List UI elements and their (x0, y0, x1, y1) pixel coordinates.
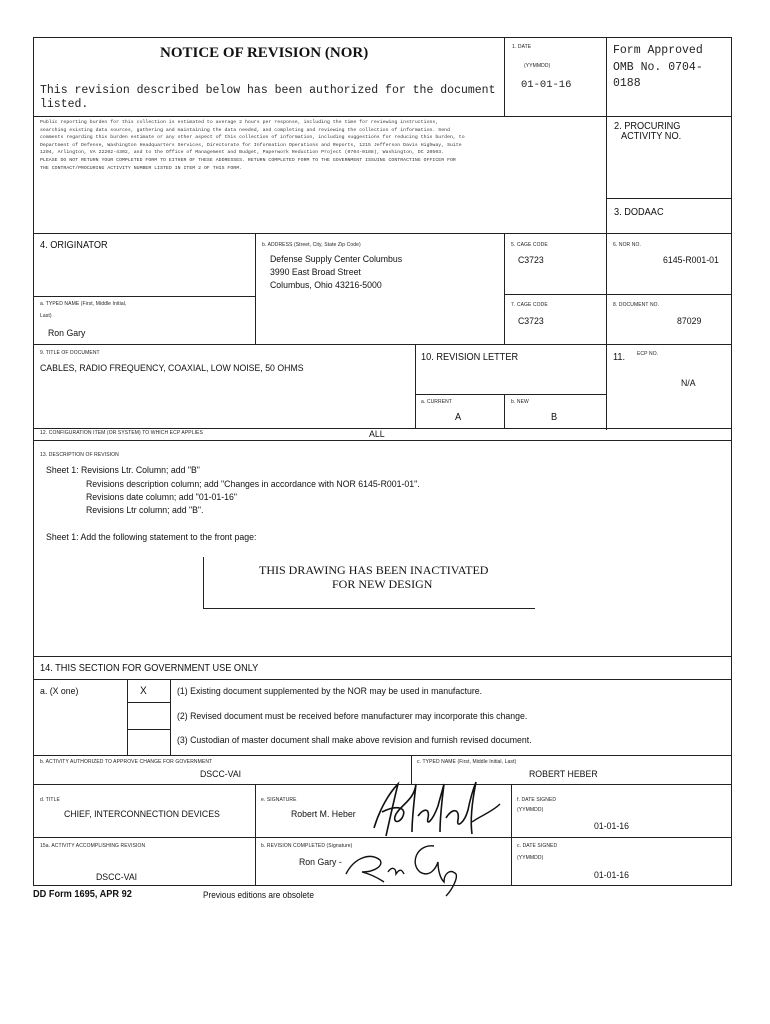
date-value: 01-01-16 (521, 79, 572, 91)
typed-name-label: a. TYPED NAME (First, Middle Initial, (40, 301, 127, 307)
option-1-text: (1) Existing document supplemented by the NOR may be used in manufacture. (177, 686, 483, 697)
address-label: b. ADDRESS (Street, City, State Zip Code) (262, 242, 361, 248)
revision-letter-label: 10. REVISION LETTER (421, 352, 519, 363)
nor-number-label: 6. NOR NO. (613, 242, 641, 248)
typed-name-gov-label: c. TYPED NAME (First, Middle Initial, Last) (417, 759, 517, 765)
new-revision-label: b. NEW (511, 399, 529, 405)
date-label: 1. DATE (512, 44, 532, 50)
date-format-label: (YYMMDD) (524, 63, 551, 69)
burden-line: THE CONTRACT/PROCURING ACTIVITY NUMBER LISTED IN ITEM 2 OF THIS FORM. (40, 165, 243, 171)
burden-statement (40, 119, 605, 172)
x-one-label: a. (X one) (40, 686, 79, 697)
date-signed-label: f. DATE SIGNED (517, 797, 557, 803)
form-title: NOTICE OF REVISION (NOR) (160, 45, 369, 61)
robert-heber-signature (368, 778, 508, 840)
revision-completed-value: Ron Gary - (299, 857, 342, 868)
revision-completed-label: b. REVISION COMPLETED (Signature) (261, 843, 353, 849)
title-value: CHIEF, INTERCONNECTION DEVICES (64, 809, 220, 820)
document-number-value: 87029 (677, 316, 702, 327)
stamp-line-2: FOR NEW DESIGN (332, 577, 433, 591)
cage-code-2-label: 7. CAGE CODE (511, 302, 548, 308)
address-line-1: Defense Supply Center Columbus (270, 254, 403, 265)
date-signed-format: (YYMMDD) (517, 807, 544, 813)
ecp-number-value: N/A (681, 378, 696, 389)
procuring-label-1: 2. PROCURING (614, 121, 681, 132)
description-line-4: Revisions Ltr column; add "B". (86, 505, 204, 516)
burden-line: comments regarding this burden estimate or any other aspect of this collection of information, including suggestions for reducing this burden, to (40, 135, 465, 141)
burden-line: 1204, Arlington, VA 22202-4302, and to the Office of Management and Budget, Paperwork Reduction Project (0704-0188), Washington, DC 20503. (40, 150, 445, 156)
accomplishing-activity-label: 15a. ACTIVITY ACCOMPLISHING REVISION (40, 843, 146, 849)
description-label: 13. DESCRIPTION OF REVISION (40, 452, 119, 458)
procuring-label-2: ACTIVITY NO. (621, 131, 682, 142)
originator-label: 4. ORIGINATOR (40, 240, 108, 251)
document-number-label: 8. DOCUMENT NO. (613, 302, 660, 308)
form-id: DD Form 1695, APR 92 (33, 889, 132, 900)
burden-line: Public reporting burden for this collection is estimated to average 2 hours per response, including the time for reviewing instructions, (40, 120, 439, 125)
address-line-3: Columbus, Ohio 43216-5000 (270, 280, 382, 291)
nor-number-value: 6145-R001-01 (663, 255, 719, 266)
ron-gary-signature (340, 838, 470, 898)
accomplishing-activity-value: DSCC-VAI (96, 872, 138, 883)
approving-activity-value: DSCC-VAI (200, 769, 242, 780)
cage-code-label: 5. CAGE CODE (511, 242, 548, 248)
ecp-number-label-num: 11. (613, 352, 626, 363)
date-signed-2-label: c. DATE SIGNED (517, 843, 558, 849)
approval-line-3: 0188 (613, 77, 641, 90)
current-revision-label: a. CURRENT (421, 399, 453, 405)
sheet-note: Sheet 1: Add the following statement to the front page: (46, 532, 257, 543)
date-signed-value: 01-01-16 (594, 821, 629, 832)
typed-name-gov-value: ROBERT HEBER (529, 769, 598, 780)
burden-line: searching existing data sources, gathering and maintaining the data needed, and completing and reviewing the collection of information. Send (40, 127, 451, 133)
stamp-line-1: THIS DRAWING HAS BEEN INACTIVATED (259, 563, 489, 577)
option-3-text: (3) Custodian of master document shall make above revision and furnish revised document. (177, 735, 532, 746)
approval-line-1: Form Approved (613, 44, 703, 57)
previous-editions-note: Previous editions are obsolete (203, 890, 314, 900)
date-signed-2-value: 01-01-16 (594, 870, 629, 881)
configuration-item-value: ALL (369, 429, 385, 440)
option-1-checkmark[interactable]: X (140, 685, 147, 697)
document-title-value: CABLES, RADIO FREQUENCY, COAXIAL, LOW NOISE, 50 OHMS (40, 363, 304, 374)
date-signed-2-format: (YYMMDD) (517, 855, 544, 861)
ecp-number-label: ECP NO. (637, 351, 659, 357)
burden-line: PLEASE DO NOT RETURN YOUR COMPLETED FORM TO EITHER OF THESE ADDRESSES. RETURN COMPLETED FORM TO THE GOVERNMENT ISSUING CONTRACTING OFFICER FOR (40, 157, 456, 163)
originator-name: Ron Gary (48, 328, 86, 339)
signature-typed-value: Robert M. Heber (291, 809, 356, 820)
current-revision-value: A (455, 412, 462, 423)
configuration-item-label: 12. CONFIGURATION ITEM (OR SYSTEM) TO WHICH ECP APPLIES (40, 430, 203, 436)
option-2-text: (2) Revised document must be received before manufacturer may incorporate this change. (177, 711, 528, 722)
burden-line: Department of Defense, Washington Headquarters Services, Directorate for Information Operations and Reports, 1215 Jefferson Davis Highway, Suite (40, 142, 462, 148)
typed-name-label-2: Last) (40, 313, 52, 319)
cage-code-value: C3723 (518, 255, 544, 266)
description-line-2: Revisions description column; add "Changes in accordance with NOR 6145-R001-01". (86, 479, 420, 490)
signature-label: e. SIGNATURE (261, 797, 297, 803)
approval-line-2: OMB No. 0704- (613, 61, 703, 74)
form-subtitle: This revision described below has been authorized for the document listed. (40, 84, 496, 111)
document-title-label: 9. TITLE OF DOCUMENT (40, 350, 100, 356)
dodaac-label: 3. DODAAC (614, 207, 664, 218)
new-revision-value: B (551, 412, 558, 423)
address-line-2: 3990 East Broad Street (270, 267, 361, 278)
title-label: d. TITLE (40, 797, 60, 803)
gov-section-label: 14. THIS SECTION FOR GOVERNMENT USE ONLY (40, 663, 259, 674)
description-line-3: Revisions date column; add "01-01-16" (86, 492, 237, 503)
cage-code-2-value: C3723 (518, 316, 544, 327)
approving-activity-label: b. ACTIVITY AUTHORIZED TO APPROVE CHANGE FOR GOVERNMENT (40, 759, 213, 765)
description-line-1: Sheet 1: Revisions Ltr. Column; add "B" (46, 465, 200, 476)
